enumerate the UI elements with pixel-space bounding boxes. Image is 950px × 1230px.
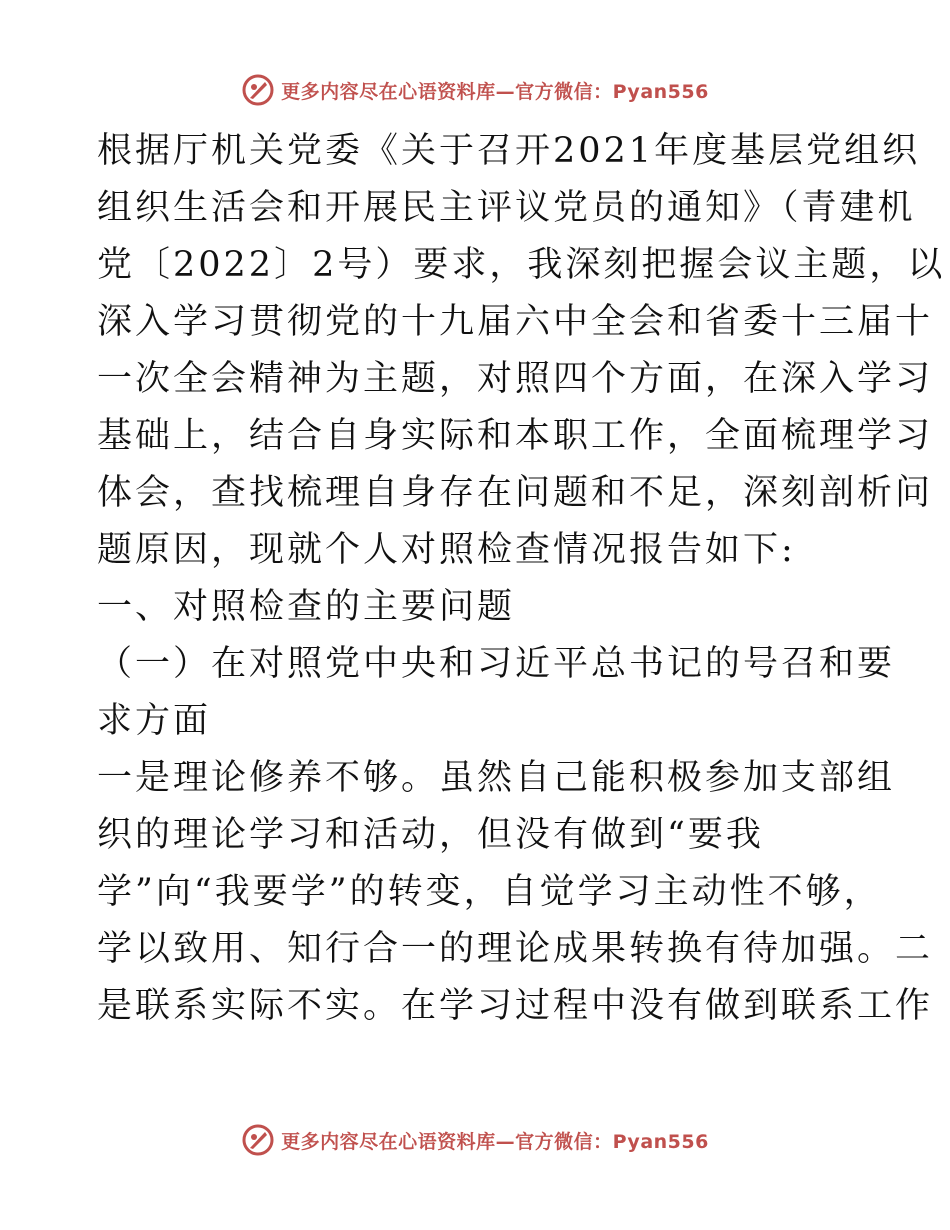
document-body: [97, 123, 946, 1035]
watermark-text: 更多内容尽在心语资料库—官方微信：Pyan556: [281, 80, 709, 103]
quill-logo-icon: [241, 73, 275, 107]
text-line-8: 题原因，现就个人对照检查情况报告如下:: [97, 530, 796, 570]
subsection-heading-line-2: 求方面: [97, 701, 212, 741]
quill-logo-icon: [241, 1123, 275, 1157]
watermark-footer: [0, 1120, 950, 1160]
text-line-5: 一次全会精神为主题，对照四个方面，在深入学习: [97, 359, 934, 399]
text-line-1: 根据厅机关党委《关于召开2021年度基层党组织: [97, 131, 921, 171]
text-line-12: 一是理论修养不够。虽然自己能积极参加支部组: [97, 758, 896, 798]
subsection-heading-line-1: （一）在对照党中央和习近平总书记的号召和要: [97, 644, 896, 684]
text-line-16: 是联系实际不实。在学习过程中没有做到联系工作: [97, 986, 934, 1026]
text-line-15: 学以致用、知行合一的理论成果转换有待加强。二: [97, 929, 934, 969]
watermark-header: [0, 70, 950, 110]
text-line-7: 体会，查找梳理自身存在问题和不足，深刻剖析问: [97, 473, 934, 513]
text-line-4: 深入学习贯彻党的十九届六中全会和省委十三届十: [97, 302, 934, 342]
text-line-6: 基础上，结合自身实际和本职工作，全面梳理学习: [97, 416, 934, 456]
section-heading: 一、对照检查的主要问题: [97, 587, 516, 627]
text-line-3: 党〔2022〕2号）要求，我深刻把握会议主题，以: [97, 245, 946, 285]
text-line-13: 织的理论学习和活动，但没有做到“要我: [97, 815, 764, 855]
text-line-2: 组织生活会和开展民主评议党员的通知》（青建机: [97, 188, 916, 228]
watermark-text: 更多内容尽在心语资料库—官方微信：Pyan556: [281, 1130, 709, 1153]
text-line-14: 学”向“我要学”的转变，自觉学习主动性不够，: [97, 872, 882, 912]
